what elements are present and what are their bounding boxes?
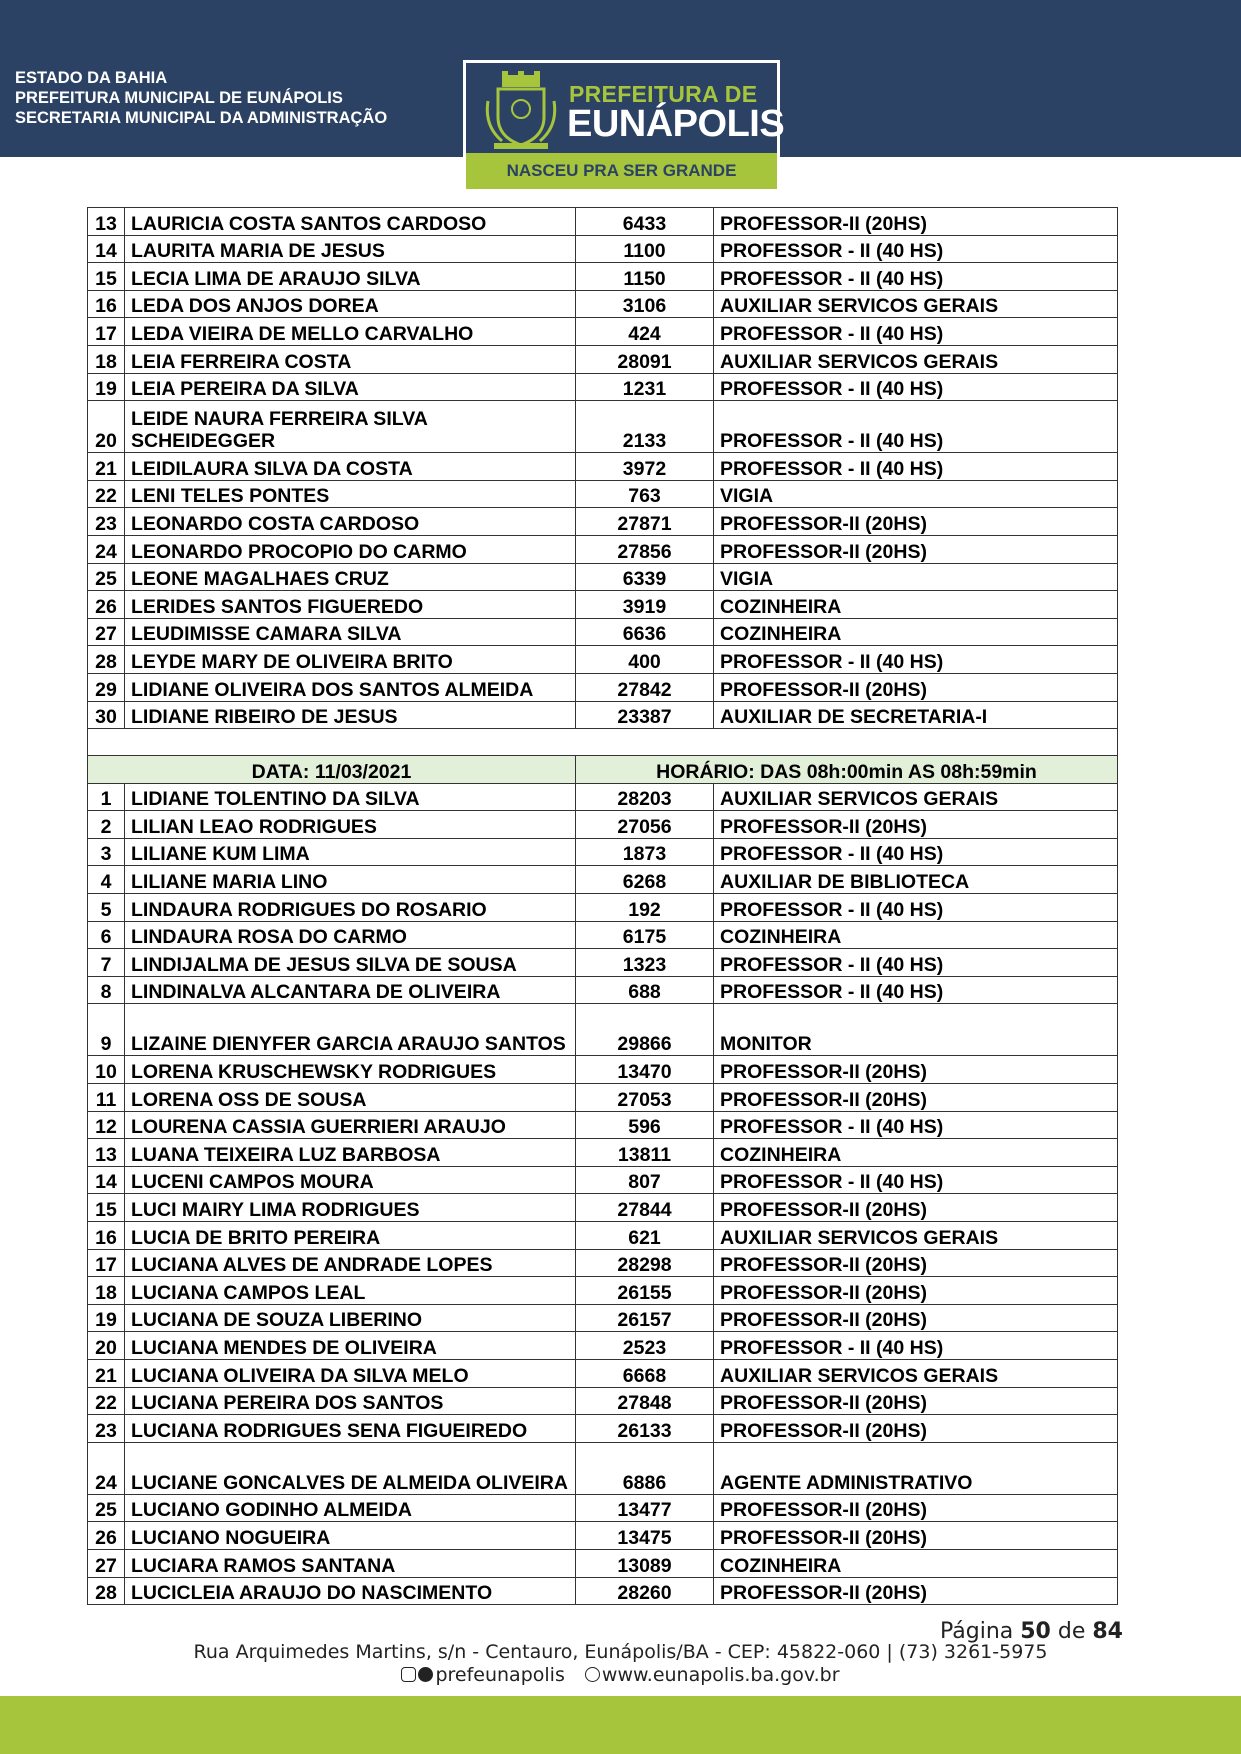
row-number: 17 — [88, 318, 125, 346]
section-date: DATA: 11/03/2021 — [88, 756, 576, 784]
job-title: AUXILIAR SERVICOS GERAIS — [714, 1222, 1118, 1250]
row-number: 7 — [88, 949, 125, 977]
registration-number: 28260 — [576, 1577, 714, 1605]
registration-number: 26155 — [576, 1277, 714, 1305]
employee-name: LUCIANA MENDES DE OLIVEIRA — [125, 1332, 576, 1360]
job-title: PROFESSOR-II (20HS) — [714, 1494, 1118, 1522]
table-row — [88, 1415, 1118, 1443]
employee-name: LINDIJALMA DE JESUS SILVA DE SOUSA — [125, 949, 576, 977]
employee-name: LAURICIA COSTA SANTOS CARDOSO — [125, 208, 576, 236]
employee-name: LILIAN LEAO RODRIGUES — [125, 811, 576, 839]
row-number: 6 — [88, 921, 125, 949]
blank-row — [88, 729, 1118, 756]
table-part-1 — [88, 208, 1118, 729]
job-title: PROFESSOR-II (20HS) — [714, 1277, 1118, 1305]
row-number: 21 — [88, 453, 125, 481]
row-number: 28 — [88, 1577, 125, 1605]
registration-number: 6886 — [576, 1442, 714, 1494]
employee-name: LUCIANA RODRIGUES SENA FIGUEIREDO — [125, 1415, 576, 1443]
table-row — [88, 838, 1118, 866]
table-row — [88, 1332, 1118, 1360]
registration-number: 3919 — [576, 591, 714, 619]
employee-name: LEDA VIEIRA DE MELLO CARVALHO — [125, 318, 576, 346]
job-title: VIGIA — [714, 563, 1118, 591]
table-row — [88, 1277, 1118, 1305]
employee-name: LORENA OSS DE SOUSA — [125, 1084, 576, 1112]
table-row — [88, 453, 1118, 481]
registration-number: 26133 — [576, 1415, 714, 1443]
registration-number: 596 — [576, 1111, 714, 1139]
employee-name: LUCIARA RAMOS SANTANA — [125, 1549, 576, 1577]
employee-name: LORENA KRUSCHEWSKY RODRIGUES — [125, 1056, 576, 1084]
registration-number: 27844 — [576, 1194, 714, 1222]
registration-number: 27053 — [576, 1084, 714, 1112]
table-row — [88, 591, 1118, 619]
registration-number: 28203 — [576, 783, 714, 811]
employee-name: LOURENA CASSIA GUERRIERI ARAUJO — [125, 1111, 576, 1139]
employee-name: LEIA FERREIRA COSTA — [125, 345, 576, 373]
registration-number: 6668 — [576, 1359, 714, 1387]
registration-number: 13477 — [576, 1494, 714, 1522]
employee-name: LUCIANA ALVES DE ANDRADE LOPES — [125, 1249, 576, 1277]
employee-name: LUCIANA DE SOUZA LIBERINO — [125, 1304, 576, 1332]
footer-social — [0, 1664, 1241, 1686]
job-title: AUXILIAR SERVICOS GERAIS — [714, 345, 1118, 373]
registration-number: 2133 — [576, 401, 714, 453]
employee-name: LUCIA DE BRITO PEREIRA — [125, 1222, 576, 1250]
employee-name: LUANA TEIXEIRA LUZ BARBOSA — [125, 1139, 576, 1167]
row-number: 26 — [88, 591, 125, 619]
registration-number: 763 — [576, 480, 714, 508]
table-row — [88, 318, 1118, 346]
job-title: PROFESSOR - II (40 HS) — [714, 453, 1118, 481]
table-row — [88, 921, 1118, 949]
job-title: PROFESSOR-II (20HS) — [714, 1415, 1118, 1443]
table-row — [88, 1194, 1118, 1222]
registration-number: 1323 — [576, 949, 714, 977]
employee-name: LILIANE KUM LIMA — [125, 838, 576, 866]
row-number: 15 — [88, 1194, 125, 1222]
table-row — [88, 949, 1118, 977]
table-row — [88, 563, 1118, 591]
registration-number: 23387 — [576, 701, 714, 729]
employee-name: LEONARDO COSTA CARDOSO — [125, 508, 576, 536]
table-row — [88, 345, 1118, 373]
table-row — [88, 866, 1118, 894]
table-row — [88, 373, 1118, 401]
row-number: 21 — [88, 1359, 125, 1387]
table-row — [88, 208, 1118, 236]
row-number: 11 — [88, 1084, 125, 1112]
row-number: 17 — [88, 1249, 125, 1277]
employee-name: LAURITA MARIA DE JESUS — [125, 235, 576, 263]
registration-number: 688 — [576, 976, 714, 1004]
job-title: PROFESSOR-II (20HS) — [714, 508, 1118, 536]
employee-name: LUCIANO GODINHO ALMEIDA — [125, 1494, 576, 1522]
table-row — [88, 290, 1118, 318]
registration-number: 28091 — [576, 345, 714, 373]
job-title: PROFESSOR-II (20HS) — [714, 535, 1118, 563]
row-number: 24 — [88, 535, 125, 563]
coat-of-arms-icon — [484, 71, 558, 151]
job-title: PROFESSOR - II (40 HS) — [714, 646, 1118, 674]
table-row — [88, 480, 1118, 508]
row-number: 19 — [88, 1304, 125, 1332]
job-title: AUXILIAR SERVICOS GERAIS — [714, 290, 1118, 318]
section-time: HORÁRIO: DAS 08h:00min AS 08h:59min — [576, 756, 1118, 784]
job-title: PROFESSOR - II (40 HS) — [714, 1111, 1118, 1139]
row-number: 16 — [88, 1222, 125, 1250]
employee-name: LERIDES SANTOS FIGUEREDO — [125, 591, 576, 619]
registration-number: 400 — [576, 646, 714, 674]
row-number: 23 — [88, 1415, 125, 1443]
registration-number: 13470 — [576, 1056, 714, 1084]
employee-name: LIDIANE TOLENTINO DA SILVA — [125, 783, 576, 811]
table-row — [88, 235, 1118, 263]
prefeitura-logo — [463, 60, 785, 192]
table-row — [88, 1442, 1118, 1494]
job-title: PROFESSOR-II (20HS) — [714, 1056, 1118, 1084]
job-title: PROFESSOR-II (20HS) — [714, 1522, 1118, 1550]
logo-tagline: NASCEU PRA SER GRANDE — [466, 153, 777, 189]
header-state: ESTADO DA BAHIA — [15, 69, 168, 87]
row-number: 20 — [88, 1332, 125, 1360]
registration-number: 6636 — [576, 618, 714, 646]
table-row — [88, 1577, 1118, 1605]
row-number: 30 — [88, 701, 125, 729]
row-number: 25 — [88, 563, 125, 591]
table-row — [88, 535, 1118, 563]
employee-name: LUCIANA PEREIRA DOS SANTOS — [125, 1387, 576, 1415]
page-of: de — [1057, 1619, 1086, 1644]
job-title: PROFESSOR - II (40 HS) — [714, 1332, 1118, 1360]
employee-name: LINDAURA ROSA DO CARMO — [125, 921, 576, 949]
row-number: 9 — [88, 1004, 125, 1056]
registration-number: 3972 — [576, 453, 714, 481]
registration-number: 2523 — [576, 1332, 714, 1360]
row-number: 15 — [88, 263, 125, 291]
employee-name: LIDIANE OLIVEIRA DOS SANTOS ALMEIDA — [125, 673, 576, 701]
header-municipality: PREFEITURA MUNICIPAL DE EUNÁPOLIS — [15, 89, 343, 107]
registration-number: 6339 — [576, 563, 714, 591]
row-number: 16 — [88, 290, 125, 318]
table-row — [88, 1222, 1118, 1250]
employee-name: LEUDIMISSE CAMARA SILVA — [125, 618, 576, 646]
registration-number: 13475 — [576, 1522, 714, 1550]
job-title: MONITOR — [714, 1004, 1118, 1056]
employee-name: LEIDILAURA SILVA DA COSTA — [125, 453, 576, 481]
registration-number: 13811 — [576, 1139, 714, 1167]
table-row — [88, 811, 1118, 839]
employee-name: LUCIANA OLIVEIRA DA SILVA MELO — [125, 1359, 576, 1387]
employee-name: LIDIANE RIBEIRO DE JESUS — [125, 701, 576, 729]
table-row — [88, 1304, 1118, 1332]
row-number: 12 — [88, 1111, 125, 1139]
logo-title-prefeitura: PREFEITURA DE — [569, 81, 758, 107]
row-number: 20 — [88, 401, 125, 453]
row-number: 18 — [88, 1277, 125, 1305]
table-row — [88, 1084, 1118, 1112]
table-row — [88, 783, 1118, 811]
table-row — [88, 673, 1118, 701]
row-number: 4 — [88, 866, 125, 894]
job-title: AUXILIAR DE SECRETARIA-I — [714, 701, 1118, 729]
row-number: 1 — [88, 783, 125, 811]
employee-name: LINDINALVA ALCANTARA DE OLIVEIRA — [125, 976, 576, 1004]
row-number: 14 — [88, 1166, 125, 1194]
row-number: 5 — [88, 894, 125, 922]
table-row — [88, 646, 1118, 674]
registration-number: 28298 — [576, 1249, 714, 1277]
job-title: PROFESSOR - II (40 HS) — [714, 949, 1118, 977]
employee-name: LUCIANO NOGUEIRA — [125, 1522, 576, 1550]
table-row — [88, 1549, 1118, 1577]
registration-number: 1231 — [576, 373, 714, 401]
employee-name: LINDAURA RODRIGUES DO ROSARIO — [125, 894, 576, 922]
employee-name: LUCENI CAMPOS MOURA — [125, 1166, 576, 1194]
table-row — [88, 1249, 1118, 1277]
job-title: PROFESSOR-II (20HS) — [714, 1194, 1118, 1222]
logo-title-eunapolis: EUNÁPOLIS — [567, 103, 785, 145]
job-title: PROFESSOR - II (40 HS) — [714, 235, 1118, 263]
social-handle[interactable]: prefeunapolis — [435, 1664, 565, 1686]
row-number: 27 — [88, 618, 125, 646]
row-number: 13 — [88, 1139, 125, 1167]
registration-number: 27842 — [576, 673, 714, 701]
row-number: 13 — [88, 208, 125, 236]
row-number: 19 — [88, 373, 125, 401]
staff-table — [87, 207, 1118, 1605]
table-row — [88, 1359, 1118, 1387]
row-number: 23 — [88, 508, 125, 536]
employee-name: LEONARDO PROCOPIO DO CARMO — [125, 535, 576, 563]
page-word: Página — [939, 1619, 1014, 1644]
employee-name: LEIA PEREIRA DA SILVA — [125, 373, 576, 401]
employee-name: LENI TELES PONTES — [125, 480, 576, 508]
job-title: PROFESSOR - II (40 HS) — [714, 838, 1118, 866]
job-title: COZINHEIRA — [714, 618, 1118, 646]
row-number: 10 — [88, 1056, 125, 1084]
employee-name: LUCI MAIRY LIMA RODRIGUES — [125, 1194, 576, 1222]
employee-name: LILIANE MARIA LINO — [125, 866, 576, 894]
table-row — [88, 618, 1118, 646]
job-title: AUXILIAR SERVICOS GERAIS — [714, 783, 1118, 811]
row-number: 18 — [88, 345, 125, 373]
job-title: PROFESSOR - II (40 HS) — [714, 976, 1118, 1004]
job-title: COZINHEIRA — [714, 1549, 1118, 1577]
job-title: PROFESSOR-II (20HS) — [714, 1249, 1118, 1277]
header-text — [15, 68, 387, 128]
registration-number: 29866 — [576, 1004, 714, 1056]
employee-name: LECIA LIMA DE ARAUJO SILVA — [125, 263, 576, 291]
job-title: PROFESSOR-II (20HS) — [714, 1577, 1118, 1605]
facebook-icon — [418, 1667, 433, 1682]
row-number: 14 — [88, 235, 125, 263]
registration-number: 27848 — [576, 1387, 714, 1415]
table-separator — [88, 729, 1118, 784]
job-title: PROFESSOR - II (40 HS) — [714, 894, 1118, 922]
row-number: 27 — [88, 1549, 125, 1577]
job-title: COZINHEIRA — [714, 921, 1118, 949]
job-title: PROFESSOR-II (20HS) — [714, 1304, 1118, 1332]
job-title: AUXILIAR SERVICOS GERAIS — [714, 1359, 1118, 1387]
job-title: AUXILIAR DE BIBLIOTECA — [714, 866, 1118, 894]
table-row — [88, 1111, 1118, 1139]
job-title: COZINHEIRA — [714, 591, 1118, 619]
row-number: 22 — [88, 480, 125, 508]
row-number: 26 — [88, 1522, 125, 1550]
table-row — [88, 976, 1118, 1004]
job-title: COZINHEIRA — [714, 1139, 1118, 1167]
row-number: 8 — [88, 976, 125, 1004]
job-title: VIGIA — [714, 480, 1118, 508]
table-row — [88, 1056, 1118, 1084]
registration-number: 27871 — [576, 508, 714, 536]
page-total: 84 — [1092, 1619, 1123, 1644]
registration-number: 27856 — [576, 535, 714, 563]
table-row — [88, 401, 1118, 453]
table-row — [88, 701, 1118, 729]
table-part-2 — [88, 783, 1118, 1604]
table-row — [88, 263, 1118, 291]
registration-number: 26157 — [576, 1304, 714, 1332]
registration-number: 1873 — [576, 838, 714, 866]
employee-name: LUCICLEIA ARAUJO DO NASCIMENTO — [125, 1577, 576, 1605]
globe-icon — [585, 1667, 600, 1682]
job-title: PROFESSOR - II (40 HS) — [714, 1166, 1118, 1194]
registration-number: 6175 — [576, 921, 714, 949]
row-number: 22 — [88, 1387, 125, 1415]
table-row — [88, 1139, 1118, 1167]
row-number: 24 — [88, 1442, 125, 1494]
registration-number: 192 — [576, 894, 714, 922]
website-link[interactable]: www.eunapolis.ba.gov.br — [601, 1664, 840, 1686]
employee-name: LEIDE NAURA FERREIRA SILVA SCHEIDEGGER — [125, 401, 576, 453]
table-row — [88, 1004, 1118, 1056]
registration-number: 6433 — [576, 208, 714, 236]
job-title: PROFESSOR-II (20HS) — [714, 811, 1118, 839]
registration-number: 621 — [576, 1222, 714, 1250]
table-row — [88, 508, 1118, 536]
row-number: 28 — [88, 646, 125, 674]
registration-number: 27056 — [576, 811, 714, 839]
employee-name: LUCIANE GONCALVES DE ALMEIDA OLIVEIRA — [125, 1442, 576, 1494]
registration-number: 6268 — [576, 866, 714, 894]
row-number: 25 — [88, 1494, 125, 1522]
header-secretariat: SECRETARIA MUNICIPAL DA ADMINISTRAÇÃO — [15, 109, 388, 127]
registration-number: 13089 — [576, 1549, 714, 1577]
page-current: 50 — [1020, 1619, 1051, 1644]
registration-number: 424 — [576, 318, 714, 346]
job-title: PROFESSOR-II (20HS) — [714, 1084, 1118, 1112]
employee-name: LEONE MAGALHAES CRUZ — [125, 563, 576, 591]
job-title: PROFESSOR - II (40 HS) — [714, 373, 1118, 401]
job-title: PROFESSOR-II (20HS) — [714, 208, 1118, 236]
job-title: PROFESSOR-II (20HS) — [714, 1387, 1118, 1415]
employee-name: LIZAINE DIENYFER GARCIA ARAUJO SANTOS — [125, 1004, 576, 1056]
registration-number: 3106 — [576, 290, 714, 318]
registration-number: 807 — [576, 1166, 714, 1194]
footer-band — [0, 1696, 1241, 1754]
job-title: PROFESSOR - II (40 HS) — [714, 263, 1118, 291]
row-number: 29 — [88, 673, 125, 701]
footer-address: Rua Arquimedes Martins, s/n - Centauro, Eunápolis/BA - CEP: 45822-060 | (73) 3261-5975 — [193, 1641, 1048, 1663]
job-title: AGENTE ADMINISTRATIVO — [714, 1442, 1118, 1494]
employee-name: LEYDE MARY DE OLIVEIRA BRITO — [125, 646, 576, 674]
row-number: 2 — [88, 811, 125, 839]
registration-number: 1100 — [576, 235, 714, 263]
table-row — [88, 1522, 1118, 1550]
job-title: PROFESSOR - II (40 HS) — [714, 318, 1118, 346]
section-header-row — [88, 756, 1118, 784]
job-title: PROFESSOR-II (20HS) — [714, 673, 1118, 701]
instagram-icon — [401, 1667, 416, 1682]
job-title: PROFESSOR - II (40 HS) — [714, 401, 1118, 453]
table-row — [88, 1166, 1118, 1194]
registration-number: 1150 — [576, 263, 714, 291]
employee-name: LEDA DOS ANJOS DOREA — [125, 290, 576, 318]
table-row — [88, 894, 1118, 922]
row-number: 3 — [88, 838, 125, 866]
employee-name: LUCIANA CAMPOS LEAL — [125, 1277, 576, 1305]
table-row — [88, 1387, 1118, 1415]
table-row — [88, 1494, 1118, 1522]
